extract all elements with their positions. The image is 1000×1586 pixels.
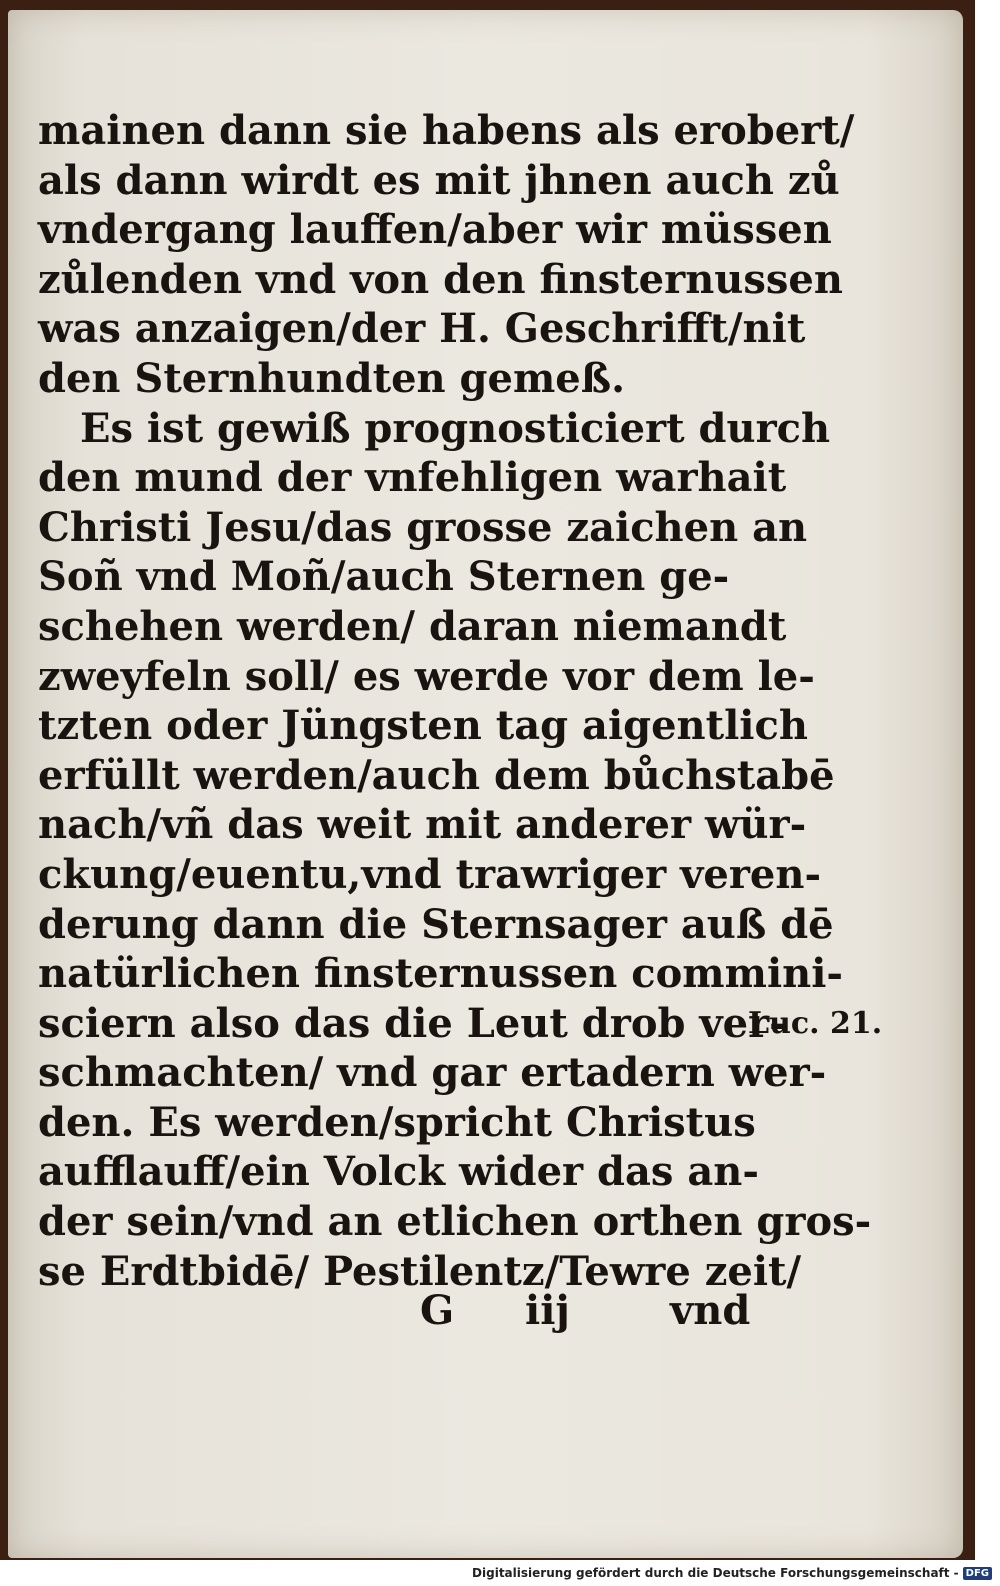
text-line: nach/vñ das weit mit anderer wür- [38,801,807,849]
marginal-note: Luc. 21. [748,1006,883,1041]
text-line: was anzaigen/der H. Geschrifft/nit [38,305,806,353]
text-line: aufflauff/ein Volck wider das an- [38,1148,759,1196]
signature-mark: G [420,1287,455,1334]
text-line: schehen werden/ daran niemandt [38,602,787,650]
text-line: zůlenden vnd von den finsternussen [38,255,843,303]
digitization-footer [472,1564,992,1582]
text-line: se Erdtbidē/ Pestilentz/Tewre zeit/ [38,1247,802,1295]
text-line: der sein/vnd an etlichen orthen gros- [38,1198,872,1246]
catchword: vnd [670,1287,751,1334]
text-line: natürlichen finsternussen commini- [38,950,844,998]
text-line: als dann wirdt es mit jhnen auch zů [38,156,840,204]
text-line: schmachten/ vnd gar ertadern wer- [38,1049,827,1097]
text-line: vndergang lauffen/aber wir müssen [38,206,832,254]
signature-number: iij [525,1287,570,1334]
signature-line [30,1287,751,1339]
text-line: sciern also das die Leut drob ver- [38,999,786,1047]
text-line: den Sternhundten gemeß. [38,354,626,402]
text-line: Soñ vnd Moñ/auch Sternen ge- [38,553,730,601]
text-line: mainen dann sie habens als erobert/ [38,107,855,154]
text-line: den. Es werden/spricht Christus [38,1098,756,1146]
text-line: erfüllt werden/auch dem bůchstabē [38,751,835,799]
text-line: ckung/euentu,vnd trawriger veren- [38,850,822,898]
text-line: den mund der vnfehligen warhait [38,454,787,502]
text-line: Es ist gewiß prognosticiert durch [80,404,831,452]
text-line: Christi Jesu/das grosse zaichen an [38,503,808,551]
dfg-logo-icon: DFG [963,1567,992,1580]
footer-text: Digitalisierung gefördert durch die Deutsche Forschungsgemeinschaft - [472,1566,959,1580]
text-line: tzten oder Jüngsten tag aigentlich [38,702,808,750]
text-line: derung dann die Sternsager auß dē [38,900,834,948]
text-line: zweyfeln soll/ es werde vor dem le- [38,652,815,700]
